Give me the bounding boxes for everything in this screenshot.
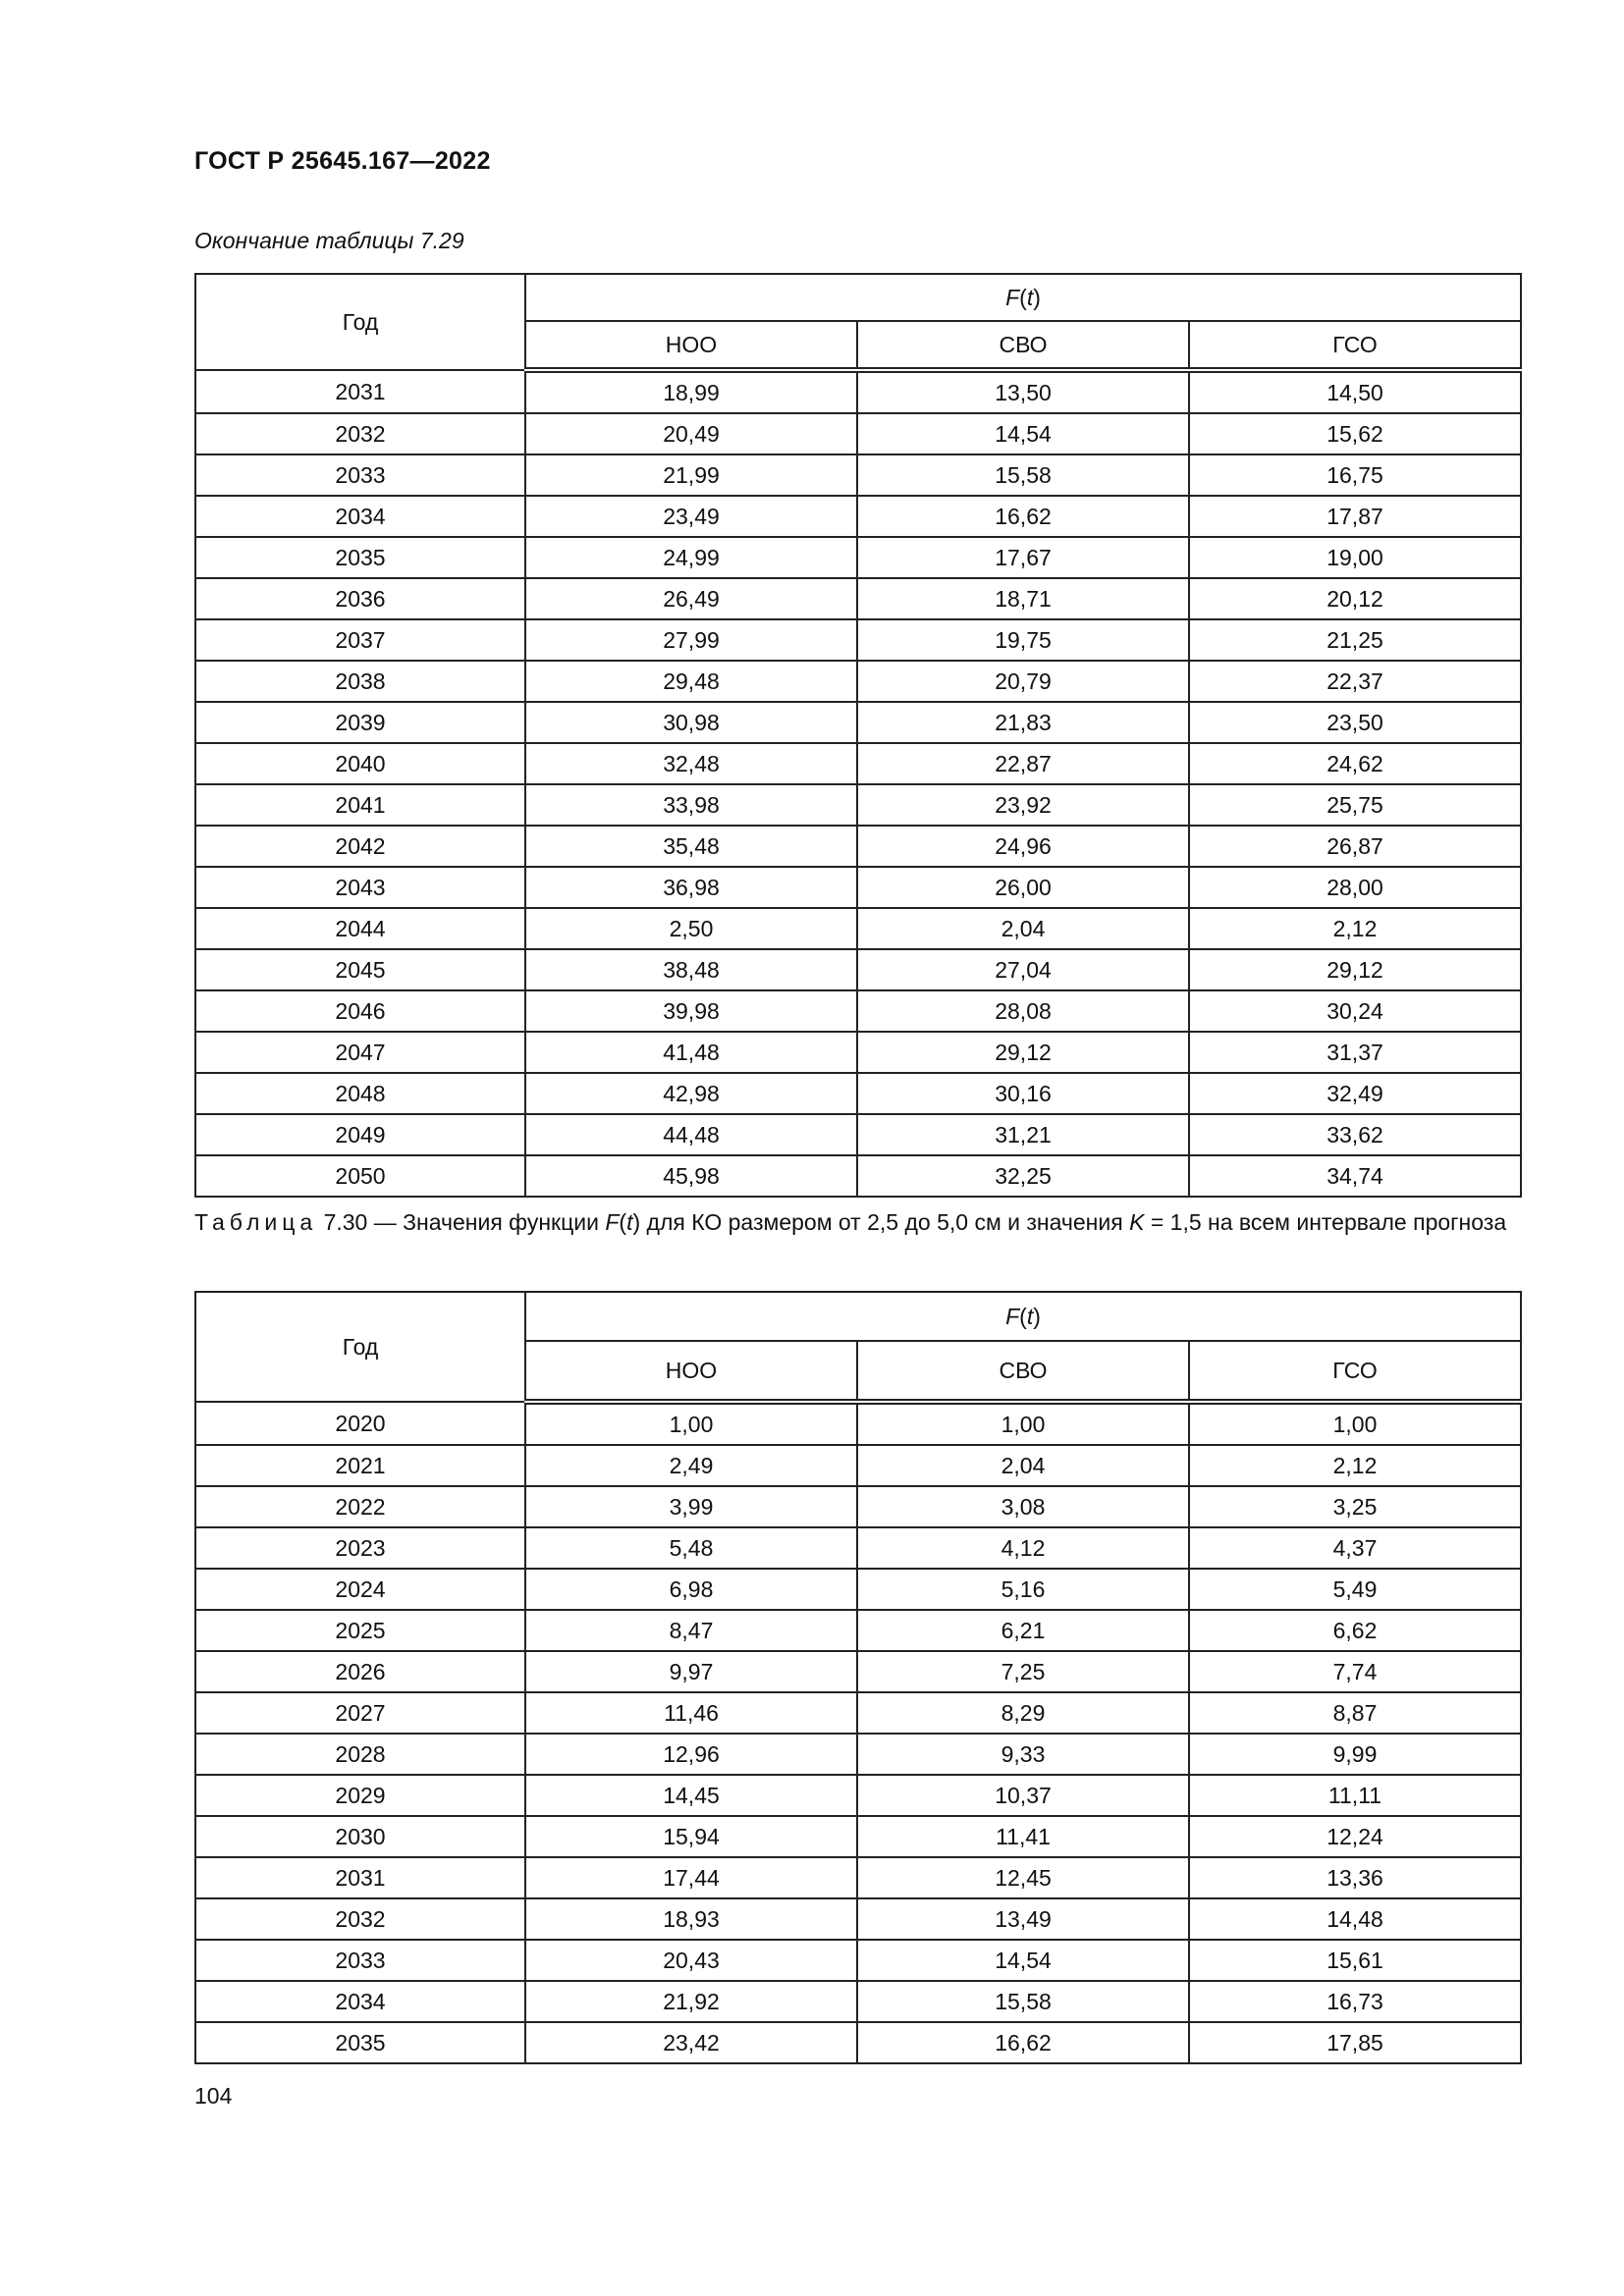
cell-svo: 2,04 xyxy=(857,908,1189,949)
column-group-header-ft: F(t) xyxy=(525,1292,1521,1341)
cell-year: 2021 xyxy=(195,1445,525,1486)
table-row xyxy=(195,1940,1521,1981)
table-row xyxy=(195,1032,1521,1073)
cell-year: 2036 xyxy=(195,578,525,619)
cell-svo: 1,00 xyxy=(857,1402,1189,1445)
cell-noo: 33,98 xyxy=(525,784,857,826)
cell-year: 2025 xyxy=(195,1610,525,1651)
cell-gso: 23,50 xyxy=(1189,702,1521,743)
column-header-year: Год xyxy=(195,1292,525,1402)
cell-gso: 22,37 xyxy=(1189,661,1521,702)
cell-gso: 34,74 xyxy=(1189,1155,1521,1197)
cell-svo: 29,12 xyxy=(857,1032,1189,1073)
cell-svo: 5,16 xyxy=(857,1569,1189,1610)
cell-svo: 7,25 xyxy=(857,1651,1189,1692)
cell-svo: 2,04 xyxy=(857,1445,1189,1486)
table-row xyxy=(195,619,1521,661)
cell-svo: 26,00 xyxy=(857,867,1189,908)
cell-gso: 26,87 xyxy=(1189,826,1521,867)
table-row xyxy=(195,702,1521,743)
table-row xyxy=(195,537,1521,578)
column-header-svo: СВО xyxy=(857,1341,1189,1402)
cell-noo: 23,49 xyxy=(525,496,857,537)
cell-gso: 13,36 xyxy=(1189,1857,1521,1898)
cell-noo: 11,46 xyxy=(525,1692,857,1734)
cell-year: 2044 xyxy=(195,908,525,949)
document-code: ГОСТ Р 25645.167—2022 xyxy=(194,147,491,175)
cell-svo: 21,83 xyxy=(857,702,1189,743)
cell-gso: 15,61 xyxy=(1189,1940,1521,1981)
table-row xyxy=(195,496,1521,537)
table-row xyxy=(195,578,1521,619)
cell-year: 2048 xyxy=(195,1073,525,1114)
cell-gso: 16,75 xyxy=(1189,454,1521,496)
cell-year: 2039 xyxy=(195,702,525,743)
cell-gso: 9,99 xyxy=(1189,1734,1521,1775)
table-2-caption-text: 7.30 — Значения функции F(t) для КО размером от 2,5 до 5,0 см и значения K = 1,5 на всем интервале прогноза xyxy=(323,1209,1507,1235)
cell-year: 2022 xyxy=(195,1486,525,1527)
cell-year: 2049 xyxy=(195,1114,525,1155)
cell-noo: 18,99 xyxy=(525,370,857,413)
table-row xyxy=(195,454,1521,496)
cell-gso: 2,12 xyxy=(1189,908,1521,949)
cell-svo: 27,04 xyxy=(857,949,1189,990)
cell-year: 2045 xyxy=(195,949,525,990)
cell-noo: 18,93 xyxy=(525,1898,857,1940)
cell-svo: 14,54 xyxy=(857,413,1189,454)
cell-svo: 13,49 xyxy=(857,1898,1189,1940)
cell-noo: 2,49 xyxy=(525,1445,857,1486)
table-row xyxy=(195,1651,1521,1692)
cell-gso: 19,00 xyxy=(1189,537,1521,578)
cell-noo: 32,48 xyxy=(525,743,857,784)
cell-gso: 17,87 xyxy=(1189,496,1521,537)
cell-year: 2020 xyxy=(195,1402,525,1445)
cell-gso: 1,00 xyxy=(1189,1402,1521,1445)
table-row xyxy=(195,867,1521,908)
cell-noo: 20,43 xyxy=(525,1940,857,1981)
cell-year: 2043 xyxy=(195,867,525,908)
cell-gso: 3,25 xyxy=(1189,1486,1521,1527)
table-row xyxy=(195,743,1521,784)
cell-noo: 30,98 xyxy=(525,702,857,743)
cell-noo: 2,50 xyxy=(525,908,857,949)
cell-year: 2032 xyxy=(195,413,525,454)
cell-gso: 2,12 xyxy=(1189,1445,1521,1486)
table-row xyxy=(195,1445,1521,1486)
cell-year: 2034 xyxy=(195,496,525,537)
table-row xyxy=(195,1775,1521,1816)
cell-noo: 41,48 xyxy=(525,1032,857,1073)
cell-svo: 16,62 xyxy=(857,2022,1189,2063)
cell-year: 2031 xyxy=(195,1857,525,1898)
cell-noo: 23,42 xyxy=(525,2022,857,2063)
cell-gso: 11,11 xyxy=(1189,1775,1521,1816)
cell-svo: 30,16 xyxy=(857,1073,1189,1114)
cell-gso: 8,87 xyxy=(1189,1692,1521,1734)
cell-year: 2050 xyxy=(195,1155,525,1197)
cell-svo: 28,08 xyxy=(857,990,1189,1032)
cell-year: 2027 xyxy=(195,1692,525,1734)
cell-svo: 12,45 xyxy=(857,1857,1189,1898)
cell-noo: 38,48 xyxy=(525,949,857,990)
cell-gso: 16,73 xyxy=(1189,1981,1521,2022)
cell-gso: 24,62 xyxy=(1189,743,1521,784)
table-row xyxy=(195,413,1521,454)
table-row xyxy=(195,1816,1521,1857)
table-row xyxy=(195,1857,1521,1898)
cell-noo: 21,92 xyxy=(525,1981,857,2022)
cell-year: 2042 xyxy=(195,826,525,867)
cell-noo: 17,44 xyxy=(525,1857,857,1898)
cell-noo: 45,98 xyxy=(525,1155,857,1197)
table-row xyxy=(195,1402,1521,1445)
cell-gso: 14,48 xyxy=(1189,1898,1521,1940)
table-row xyxy=(195,908,1521,949)
cell-year: 2046 xyxy=(195,990,525,1032)
column-header-noo: НОО xyxy=(525,321,857,370)
cell-gso: 31,37 xyxy=(1189,1032,1521,1073)
cell-svo: 19,75 xyxy=(857,619,1189,661)
cell-svo: 10,37 xyxy=(857,1775,1189,1816)
cell-svo: 11,41 xyxy=(857,1816,1189,1857)
cell-year: 2032 xyxy=(195,1898,525,1940)
table-row xyxy=(195,1073,1521,1114)
table-1-body xyxy=(195,370,1521,1197)
cell-year: 2035 xyxy=(195,537,525,578)
cell-svo: 15,58 xyxy=(857,454,1189,496)
cell-svo: 9,33 xyxy=(857,1734,1189,1775)
cell-year: 2038 xyxy=(195,661,525,702)
cell-noo: 1,00 xyxy=(525,1402,857,1445)
table-row xyxy=(195,784,1521,826)
table-2-caption-label: Таблица xyxy=(194,1209,318,1235)
cell-noo: 29,48 xyxy=(525,661,857,702)
cell-gso: 15,62 xyxy=(1189,413,1521,454)
cell-svo: 16,62 xyxy=(857,496,1189,537)
cell-svo: 31,21 xyxy=(857,1114,1189,1155)
table-row xyxy=(195,1898,1521,1940)
cell-year: 2026 xyxy=(195,1651,525,1692)
cell-noo: 6,98 xyxy=(525,1569,857,1610)
column-header-gso: ГСО xyxy=(1189,1341,1521,1402)
cell-noo: 42,98 xyxy=(525,1073,857,1114)
column-header-noo: НОО xyxy=(525,1341,857,1402)
cell-year: 2041 xyxy=(195,784,525,826)
table-row xyxy=(195,1486,1521,1527)
table-row xyxy=(195,1734,1521,1775)
cell-gso: 25,75 xyxy=(1189,784,1521,826)
cell-year: 2040 xyxy=(195,743,525,784)
table-row xyxy=(195,1610,1521,1651)
cell-noo: 44,48 xyxy=(525,1114,857,1155)
table-2-caption xyxy=(194,1207,1520,1238)
cell-gso: 6,62 xyxy=(1189,1610,1521,1651)
cell-noo: 15,94 xyxy=(525,1816,857,1857)
cell-year: 2047 xyxy=(195,1032,525,1073)
cell-noo: 9,97 xyxy=(525,1651,857,1692)
column-header-gso: ГСО xyxy=(1189,321,1521,370)
table-row xyxy=(195,990,1521,1032)
cell-gso: 30,24 xyxy=(1189,990,1521,1032)
cell-gso: 17,85 xyxy=(1189,2022,1521,2063)
cell-noo: 26,49 xyxy=(525,578,857,619)
table-row xyxy=(195,949,1521,990)
table-row xyxy=(195,1155,1521,1197)
cell-noo: 27,99 xyxy=(525,619,857,661)
cell-svo: 32,25 xyxy=(857,1155,1189,1197)
table-row xyxy=(195,1692,1521,1734)
page-number: 104 xyxy=(194,2083,233,2109)
cell-gso: 20,12 xyxy=(1189,578,1521,619)
cell-svo: 17,67 xyxy=(857,537,1189,578)
cell-year: 2031 xyxy=(195,370,525,413)
table-row xyxy=(195,1527,1521,1569)
table-row xyxy=(195,2022,1521,2063)
cell-gso: 4,37 xyxy=(1189,1527,1521,1569)
table-row xyxy=(195,1981,1521,2022)
table-row xyxy=(195,661,1521,702)
cell-svo: 23,92 xyxy=(857,784,1189,826)
cell-gso: 12,24 xyxy=(1189,1816,1521,1857)
cell-noo: 35,48 xyxy=(525,826,857,867)
column-header-year: Год xyxy=(195,274,525,370)
cell-noo: 39,98 xyxy=(525,990,857,1032)
cell-svo: 18,71 xyxy=(857,578,1189,619)
cell-gso: 14,50 xyxy=(1189,370,1521,413)
cell-noo: 36,98 xyxy=(525,867,857,908)
cell-svo: 20,79 xyxy=(857,661,1189,702)
cell-noo: 24,99 xyxy=(525,537,857,578)
cell-svo: 24,96 xyxy=(857,826,1189,867)
table-1-caption: Окончание таблицы 7.29 xyxy=(194,228,464,253)
table-row xyxy=(195,1114,1521,1155)
cell-svo: 6,21 xyxy=(857,1610,1189,1651)
cell-year: 2030 xyxy=(195,1816,525,1857)
cell-year: 2034 xyxy=(195,1981,525,2022)
cell-svo: 4,12 xyxy=(857,1527,1189,1569)
cell-svo: 3,08 xyxy=(857,1486,1189,1527)
cell-noo: 3,99 xyxy=(525,1486,857,1527)
cell-year: 2024 xyxy=(195,1569,525,1610)
cell-gso: 29,12 xyxy=(1189,949,1521,990)
cell-year: 2035 xyxy=(195,2022,525,2063)
cell-svo: 14,54 xyxy=(857,1940,1189,1981)
cell-gso: 32,49 xyxy=(1189,1073,1521,1114)
column-group-header-ft: F(t) xyxy=(525,274,1521,321)
table-7-29-end xyxy=(194,273,1522,1198)
cell-gso: 7,74 xyxy=(1189,1651,1521,1692)
cell-svo: 8,29 xyxy=(857,1692,1189,1734)
cell-year: 2037 xyxy=(195,619,525,661)
cell-year: 2023 xyxy=(195,1527,525,1569)
cell-noo: 20,49 xyxy=(525,413,857,454)
cell-svo: 13,50 xyxy=(857,370,1189,413)
cell-noo: 8,47 xyxy=(525,1610,857,1651)
cell-noo: 5,48 xyxy=(525,1527,857,1569)
cell-year: 2033 xyxy=(195,1940,525,1981)
table-row xyxy=(195,1569,1521,1610)
cell-gso: 21,25 xyxy=(1189,619,1521,661)
cell-noo: 21,99 xyxy=(525,454,857,496)
table-7-30 xyxy=(194,1291,1522,2064)
table-row xyxy=(195,370,1521,413)
cell-year: 2029 xyxy=(195,1775,525,1816)
cell-noo: 12,96 xyxy=(525,1734,857,1775)
cell-gso: 5,49 xyxy=(1189,1569,1521,1610)
cell-svo: 22,87 xyxy=(857,743,1189,784)
cell-noo: 14,45 xyxy=(525,1775,857,1816)
cell-gso: 28,00 xyxy=(1189,867,1521,908)
cell-year: 2028 xyxy=(195,1734,525,1775)
table-2-body xyxy=(195,1402,1521,2063)
cell-svo: 15,58 xyxy=(857,1981,1189,2022)
table-row xyxy=(195,826,1521,867)
cell-year: 2033 xyxy=(195,454,525,496)
cell-gso: 33,62 xyxy=(1189,1114,1521,1155)
column-header-svo: СВО xyxy=(857,321,1189,370)
